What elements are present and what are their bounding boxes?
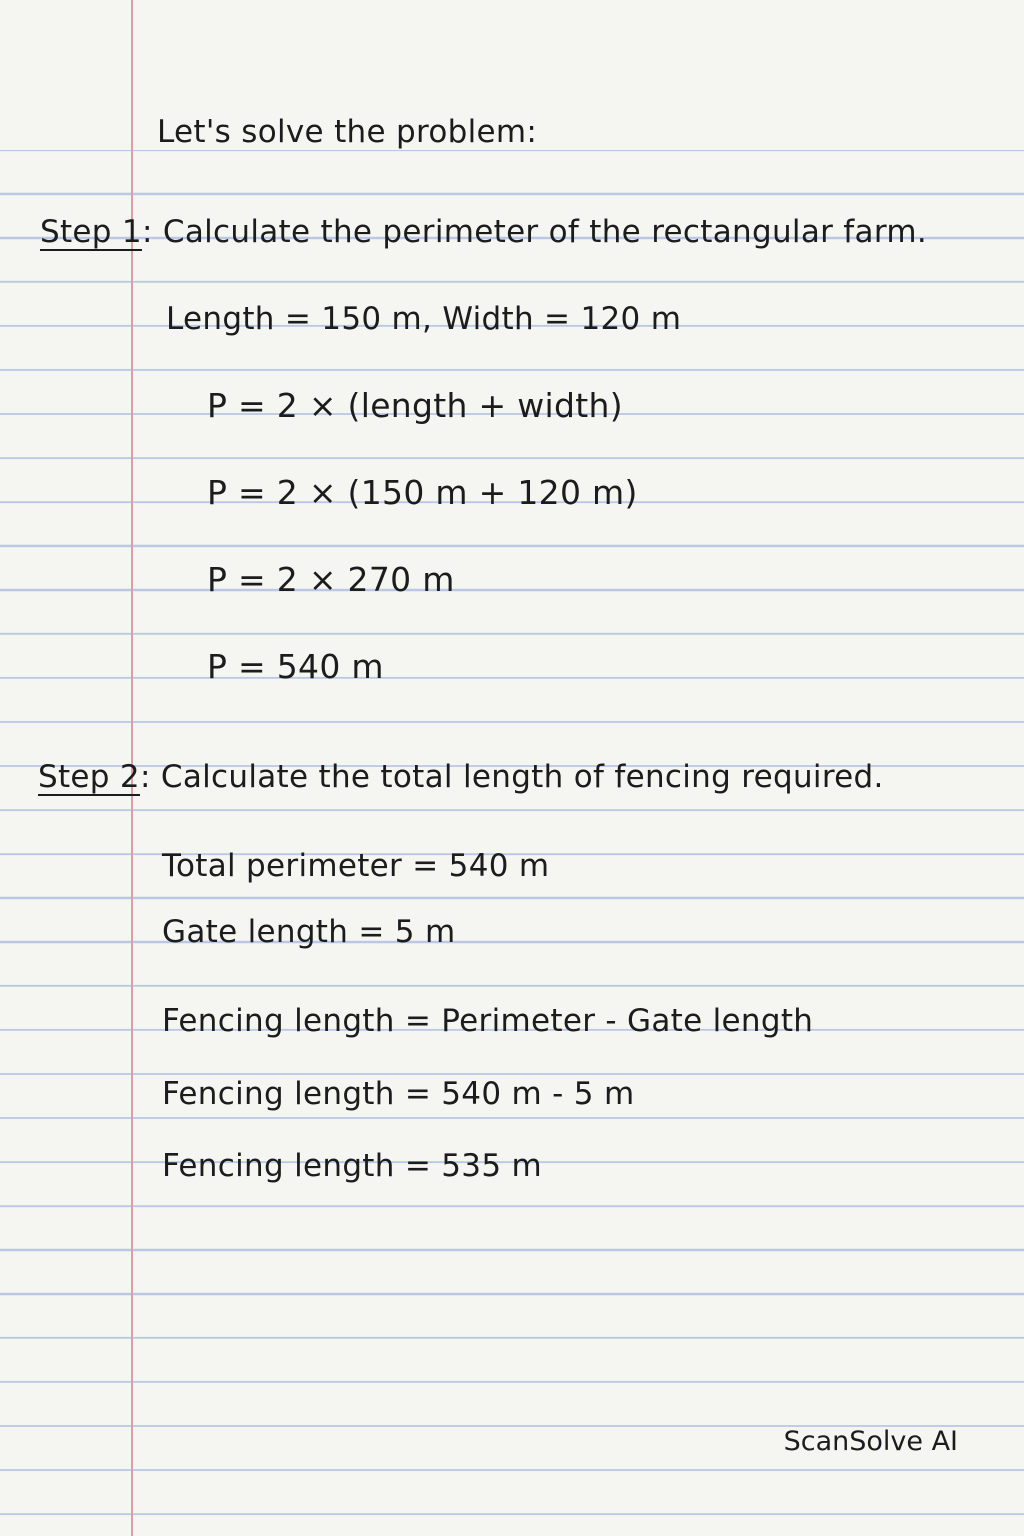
- step-1-label: Step 1: [40, 214, 142, 250]
- step-2-line: Fencing length = 540 m - 5 m: [162, 1076, 635, 1112]
- brand-signature: ScanSolve AI: [783, 1426, 958, 1457]
- step-1-line: Length = 150 m, Width = 120 m: [166, 301, 682, 337]
- step-1-line: P = 2 × 270 m: [207, 560, 455, 599]
- step-2-line: Fencing length = 535 m: [162, 1148, 543, 1184]
- step-1-title: : Calculate the perimeter of the rectangular farm.: [141, 214, 927, 250]
- step-2-line: Fencing length = Perimeter - Gate length: [162, 1003, 814, 1039]
- step-1-line: P = 2 × (150 m + 120 m): [207, 473, 638, 512]
- step-2-line: Total perimeter = 540 m: [162, 848, 550, 884]
- step-1-heading: [40, 212, 927, 252]
- step-1-line: P = 2 × (length + width): [207, 386, 623, 425]
- step-2-heading: [38, 757, 884, 797]
- step-2-line: Gate length = 5 m: [162, 914, 456, 950]
- intro-text: Let's solve the problem:: [157, 114, 538, 150]
- step-2-label: Step 2: [38, 759, 140, 795]
- step-1-line: P = 540 m: [207, 647, 384, 686]
- step-2-title: : Calculate the total length of fencing required.: [139, 759, 884, 795]
